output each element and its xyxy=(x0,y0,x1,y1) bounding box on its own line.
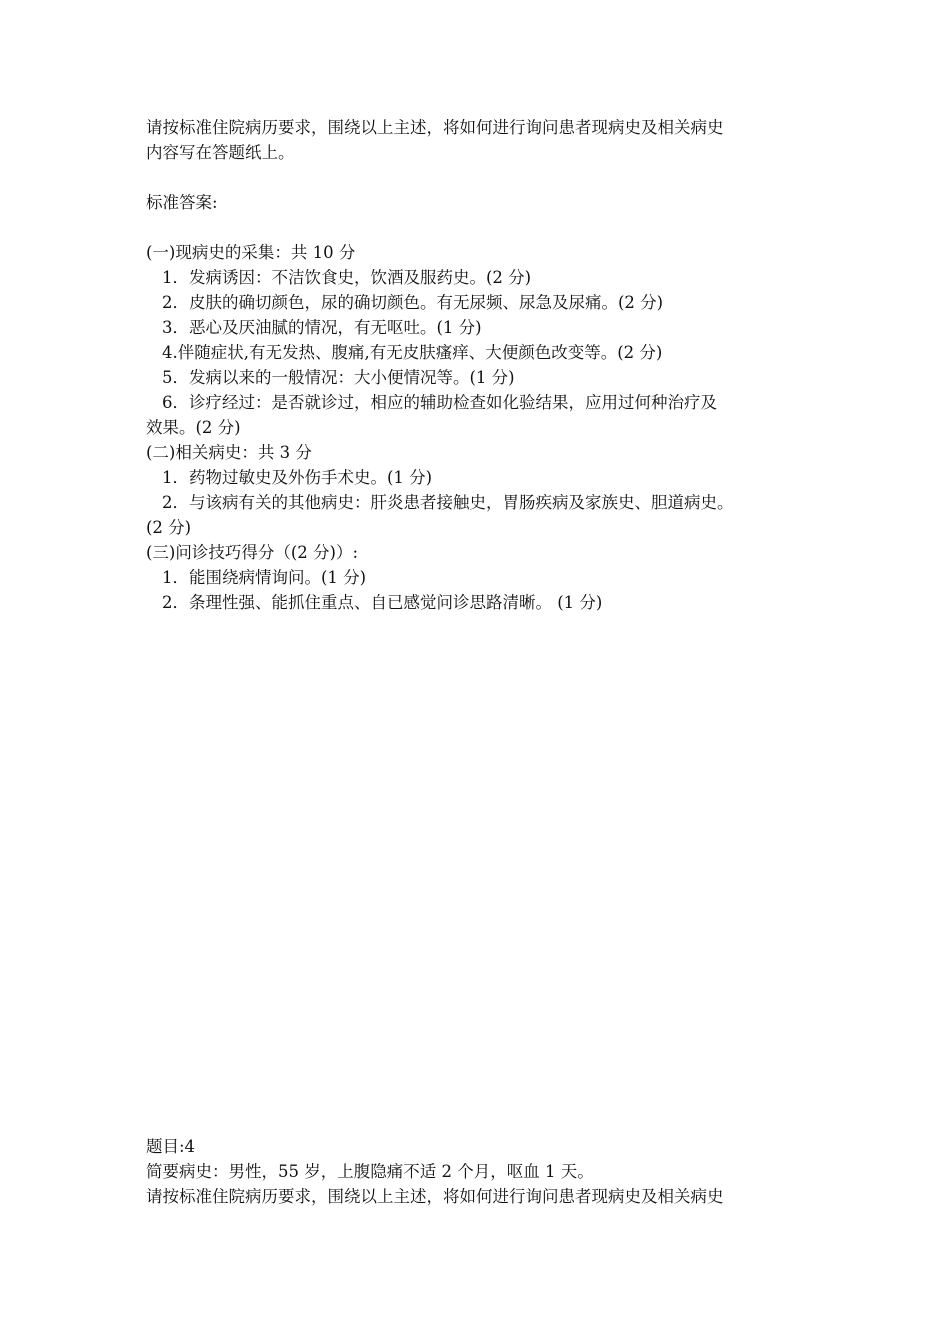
section-1-item-6: 6．诊疗经过：是否就诊过，相应的辅助检查如化验结果，应用过何种治疗及 xyxy=(162,393,717,412)
section-3-item-2: 2．条理性强、能抓住重点、自已感觉问诊思路清晰。 (1 分) xyxy=(162,593,603,612)
section-1-heading: (一)现病史的采集：共 10 分 xyxy=(146,243,356,262)
section-3-item-1: 1．能围绕病情询问。(1 分) xyxy=(162,568,367,587)
section-1-item-3: 3．恶心及厌油腻的情况，有无呕吐。(1 分) xyxy=(162,318,482,337)
answer-label: 标准答案: xyxy=(146,193,218,212)
section-2-heading: (二)相关病史：共 3 分 xyxy=(146,443,312,462)
intro-line-2: 内容写在答题纸上。 xyxy=(146,143,295,162)
question-title: 题目:4 xyxy=(146,1137,196,1156)
section-3-heading: (三)问诊技巧得分（(2 分)）: xyxy=(146,543,359,562)
section-1-item-6-continued: 效果。(2 分) xyxy=(146,418,241,437)
section-1-item-5: 5．发病以来的一般情况：大小便情况等。(1 分) xyxy=(162,368,515,387)
question-instruction: 请按标准住院病历要求，围绕以上主述，将如何进行询问患者现病史及相关病史 xyxy=(146,1187,724,1206)
section-1-item-2: 2．皮肤的确切颜色，尿的确切颜色。有无尿频、尿急及尿痛。(2 分) xyxy=(162,293,664,312)
intro-line-1: 请按标准住院病历要求，围绕以上主述，将如何进行询问患者现病史及相关病史 xyxy=(146,118,724,137)
section-2-item-2: 2．与该病有关的其他病史：肝炎患者接触史，胃肠疾病及家族史、胆道病史。 xyxy=(162,493,734,512)
section-2-item-2-continued: (2 分) xyxy=(146,518,192,537)
section-1-item-1: 1．发病诱因：不洁饮食史，饮酒及服药史。(2 分) xyxy=(162,268,532,287)
section-2-item-1: 1．药物过敏史及外伤手术史。(1 分) xyxy=(162,468,433,487)
section-1-item-4: 4.伴随症状,有无发热、腹痛,有无皮肤瘙痒、大便颜色改变等。(2 分) xyxy=(162,343,663,362)
question-history: 简要病史：男性，55 岁，上腹隐痛不适 2 个月，呕血 1 天。 xyxy=(146,1162,594,1181)
